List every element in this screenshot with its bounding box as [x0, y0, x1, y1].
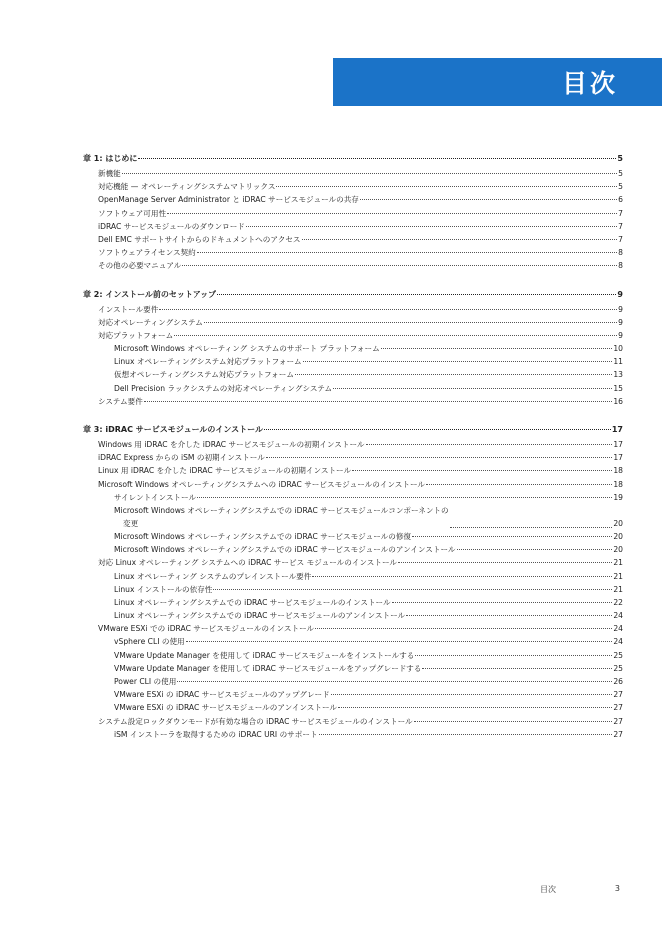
dot-leader	[144, 401, 613, 402]
toc-entry-title: iSM インストーラを取得するための iDRAC URI のサポート	[114, 729, 318, 739]
toc-page-number: 20	[613, 531, 623, 541]
dot-leader	[303, 361, 613, 362]
toc-entry[interactable]	[83, 167, 623, 180]
toc-entry-title: VMware Update Manager を使用して iDRAC サービスモジュールをインストールする	[114, 650, 415, 660]
toc-header-banner	[333, 58, 662, 106]
toc-page-number: 13	[613, 370, 623, 380]
toc-page-number: 26	[613, 677, 623, 686]
dot-leader	[414, 721, 613, 722]
dot-leader	[264, 429, 611, 430]
dot-leader	[338, 707, 612, 708]
toc-entry-title: Linux インストールの依存性	[114, 584, 213, 594]
toc-entry[interactable]	[83, 662, 623, 675]
toc-entry[interactable]	[83, 649, 623, 662]
dot-leader	[182, 265, 617, 266]
dot-leader	[331, 694, 613, 695]
toc-entry[interactable]	[83, 342, 623, 355]
toc-page-number: 17	[613, 440, 623, 449]
dot-leader	[392, 602, 613, 603]
toc-page-number: 25	[613, 663, 623, 673]
dot-leader	[266, 457, 613, 458]
dot-leader	[213, 589, 612, 590]
page-footer	[540, 884, 620, 895]
toc-page-number: 24	[613, 624, 623, 634]
toc-entry-title: Dell Precision ラックシステムの対応オペレーティングシステム	[114, 383, 333, 393]
dot-leader	[426, 484, 612, 485]
toc-entry[interactable]	[83, 259, 623, 272]
toc-entry[interactable]	[83, 530, 623, 543]
toc-entry[interactable]	[83, 180, 623, 193]
toc-entry-title: その他の必要マニュアル	[98, 261, 182, 271]
toc-chapter-entry[interactable]	[83, 421, 623, 438]
dot-leader	[450, 527, 613, 528]
toc-page-number: 21	[613, 558, 623, 568]
toc-entry[interactable]	[83, 622, 623, 635]
toc-entry-title: Microsoft Windows オペレーティングシステムでの iDRAC サービスモジュールコンポーネントの	[114, 505, 449, 515]
toc-entry[interactable]	[83, 556, 623, 569]
dot-leader	[174, 335, 617, 336]
toc-entry-title: iDRAC サービスモジュールのダウンロード	[98, 221, 245, 231]
dot-leader	[295, 374, 612, 375]
toc-entry[interactable]	[83, 688, 623, 701]
toc-page-number: 18	[613, 479, 623, 489]
toc-entry-title: ソフトウェアライセンス契約	[98, 248, 196, 258]
dot-leader	[197, 252, 617, 253]
toc-page-number: 5	[618, 169, 623, 178]
toc-entry-title: Windows 用 iDRAC を介した iDRAC サービスモジュールの初期インストール	[98, 440, 365, 449]
toc-entry[interactable]	[83, 675, 623, 688]
toc-entry[interactable]	[83, 395, 623, 408]
toc-page-number: 27	[613, 703, 623, 713]
toc-page-number: 9	[617, 289, 623, 299]
toc-page-number: 10	[613, 344, 623, 354]
toc-entry-title: Microsoft Windows オペレーティングシステムでの iDRAC サービスモジュールのアンインストール	[114, 545, 456, 555]
toc-page-number: 5	[617, 154, 623, 163]
dot-leader	[398, 562, 612, 563]
dot-leader	[138, 158, 616, 159]
dot-leader	[366, 444, 613, 445]
toc-chapter-entry[interactable]	[83, 150, 623, 167]
toc-entry-title: Linux オペレーティング システムのプレインストール要件	[114, 571, 312, 581]
dot-leader	[204, 322, 617, 323]
toc-entry-title: vSphere CLI の使用	[114, 637, 185, 647]
toc-entry[interactable]	[83, 246, 623, 259]
dot-leader	[159, 309, 617, 310]
toc-entry-title: サイレントインストール	[114, 492, 197, 502]
footer-label: 目次	[540, 885, 556, 894]
dot-leader	[406, 615, 612, 616]
toc-entry-title: Linux オペレーティングシステムでの iDRAC サービスモジュールのインストール	[114, 597, 391, 607]
dot-leader	[457, 549, 613, 550]
toc-page-number: 24	[613, 637, 623, 647]
footer-page-number: 3	[614, 884, 620, 893]
dot-leader	[177, 681, 612, 682]
toc-entry-title: Power CLI の使用	[114, 677, 177, 686]
toc-page-number: 21	[613, 584, 623, 594]
toc-entry[interactable]	[83, 464, 623, 477]
dot-leader	[186, 641, 613, 642]
toc-entry-title: 章 3: iDRAC サービスモジュールのインストール	[83, 425, 264, 434]
page-title: 目次	[561, 69, 618, 98]
toc-entry-title: 対応オペレーティングシステム	[98, 317, 203, 327]
toc-entry-title: インストール要件	[98, 304, 159, 314]
toc-page-number: 7	[618, 208, 623, 218]
toc-page-number: 19	[613, 492, 623, 502]
toc-entry-title: 対応 Linux オペレーティング システムへの iDRAC サービス モジュールのインストール	[98, 558, 398, 568]
toc-page-number: 27	[613, 729, 623, 739]
dot-leader	[360, 199, 617, 200]
dot-leader	[276, 186, 617, 187]
dot-leader	[246, 226, 617, 227]
toc-entry[interactable]	[83, 478, 623, 491]
dot-leader	[315, 628, 612, 629]
dot-leader	[415, 655, 612, 656]
toc-entry-title: システム設定ロックダウンモードが有効な場合の iDRAC サービスモジュールのインストール	[98, 716, 413, 726]
toc-entry[interactable]	[83, 368, 623, 381]
toc-entry[interactable]	[83, 220, 623, 233]
toc-entry-title: Microsoft Windows オペレーティングシステムでの iDRAC サービスモジュールの修復	[114, 531, 412, 541]
toc-page-number: 25	[613, 650, 623, 660]
table-of-contents	[83, 150, 623, 741]
toc-page-number: 20	[613, 545, 623, 555]
toc-page-number: 9	[618, 317, 623, 327]
toc-page-number: 6	[618, 195, 623, 205]
toc-page-number: 5	[618, 182, 623, 192]
toc-entry-title: OpenManage Server Administrator と iDRAC サービスモジュールの共存	[98, 195, 359, 205]
toc-entry-title: 新機能	[98, 169, 121, 178]
toc-entry[interactable]	[83, 207, 623, 220]
dot-leader	[352, 470, 612, 471]
toc-entry-title: VMware Update Manager を使用して iDRAC サービスモジュールをアップグレードする	[114, 663, 422, 673]
toc-entry-title: Microsoft Windows オペレーティング システムのサポート プラットフォーム	[114, 344, 380, 354]
toc-page-number: 16	[613, 396, 623, 406]
toc-page-number: 24	[613, 611, 623, 621]
toc-entry-title: 対応機能 — オペレーティングシステムマトリックス	[98, 182, 276, 192]
toc-entry[interactable]	[83, 635, 623, 648]
dot-leader	[412, 536, 612, 537]
toc-entry[interactable]	[83, 382, 623, 395]
toc-page-number: 8	[618, 261, 623, 271]
toc-page-number: 21	[613, 571, 623, 581]
toc-page-number: 11	[613, 357, 623, 367]
toc-entry[interactable]	[83, 303, 623, 316]
toc-entry[interactable]	[83, 233, 623, 246]
toc-entry-title: 章 1: はじめに	[83, 154, 138, 163]
toc-page-number: 18	[613, 466, 623, 476]
dot-leader	[312, 576, 612, 577]
toc-page-number: 9	[618, 330, 623, 340]
toc-entry[interactable]	[83, 193, 623, 206]
toc-entry[interactable]	[83, 491, 623, 504]
toc-page-number: 17	[613, 453, 623, 463]
toc-entry-title: iDRAC Express からの iSM の初期インストール	[98, 453, 265, 463]
toc-page-number: 7	[618, 221, 623, 231]
toc-page-number: 8	[618, 248, 623, 258]
toc-entry[interactable]	[83, 728, 623, 741]
toc-entry-title: Linux オペレーティングシステム対応プラットフォーム	[114, 357, 302, 367]
toc-entry-title: Linux 用 iDRAC を介した iDRAC サービスモジュールの初期インストール	[98, 466, 352, 476]
toc-entry[interactable]	[83, 504, 623, 530]
dot-leader	[302, 239, 618, 240]
toc-page-number: 15	[613, 383, 623, 393]
toc-page-number: 9	[618, 304, 623, 314]
toc-entry[interactable]	[83, 715, 623, 728]
dot-leader	[319, 734, 613, 735]
toc-chapter-entry[interactable]	[83, 286, 623, 303]
dot-leader	[381, 348, 613, 349]
toc-entry[interactable]	[83, 329, 623, 342]
toc-entry-title: VMware ESXi での iDRAC サービスモジュールのインストール	[98, 624, 315, 634]
toc-entry[interactable]	[83, 596, 623, 609]
toc-entry[interactable]	[83, 355, 623, 368]
toc-entry-title: 対応プラットフォーム	[98, 330, 174, 340]
toc-entry[interactable]	[83, 701, 623, 714]
toc-entry-title-continued: 変更	[123, 518, 139, 528]
dot-leader	[167, 213, 617, 214]
toc-entry-title: 章 2: インストール前のセットアップ	[83, 289, 217, 299]
toc-page-number: 27	[613, 690, 623, 700]
toc-page-number: 7	[618, 234, 623, 244]
toc-entry-title: 仮想オペレーティングシステム対応プラットフォーム	[114, 370, 294, 380]
dot-leader	[197, 497, 612, 498]
toc-page-number: 20	[613, 518, 623, 528]
toc-page-number: 22	[613, 597, 623, 607]
toc-entry-title: Microsoft Windows オペレーティングシステムへの iDRAC サービスモジュールのインストール	[98, 479, 426, 489]
toc-entry-title: Dell EMC サポートサイトからのドキュメントへのアクセス	[98, 234, 301, 244]
toc-page-number: 17	[611, 425, 623, 434]
dot-leader	[333, 388, 612, 389]
dot-leader	[422, 668, 612, 669]
toc-entry[interactable]	[83, 438, 623, 451]
toc-entry-title: システム要件	[98, 396, 143, 406]
toc-entry[interactable]	[83, 583, 623, 596]
toc-entry-title: VMware ESXi の iDRAC サービスモジュールのアップグレード	[114, 690, 330, 700]
toc-entry[interactable]	[83, 570, 623, 583]
toc-entry[interactable]	[83, 543, 623, 556]
toc-page-number: 27	[613, 716, 623, 726]
dot-leader	[217, 294, 616, 295]
toc-entry[interactable]	[83, 451, 623, 464]
toc-entry[interactable]	[83, 316, 623, 329]
toc-entry-title: ソフトウェア可用性	[98, 208, 167, 218]
dot-leader	[122, 173, 617, 174]
toc-entry-title: VMware ESXi の iDRAC サービスモジュールのアンインストール	[114, 703, 338, 713]
toc-entry-title: Linux オペレーティングシステムでの iDRAC サービスモジュールのアンインストール	[114, 611, 406, 621]
toc-entry[interactable]	[83, 609, 623, 622]
